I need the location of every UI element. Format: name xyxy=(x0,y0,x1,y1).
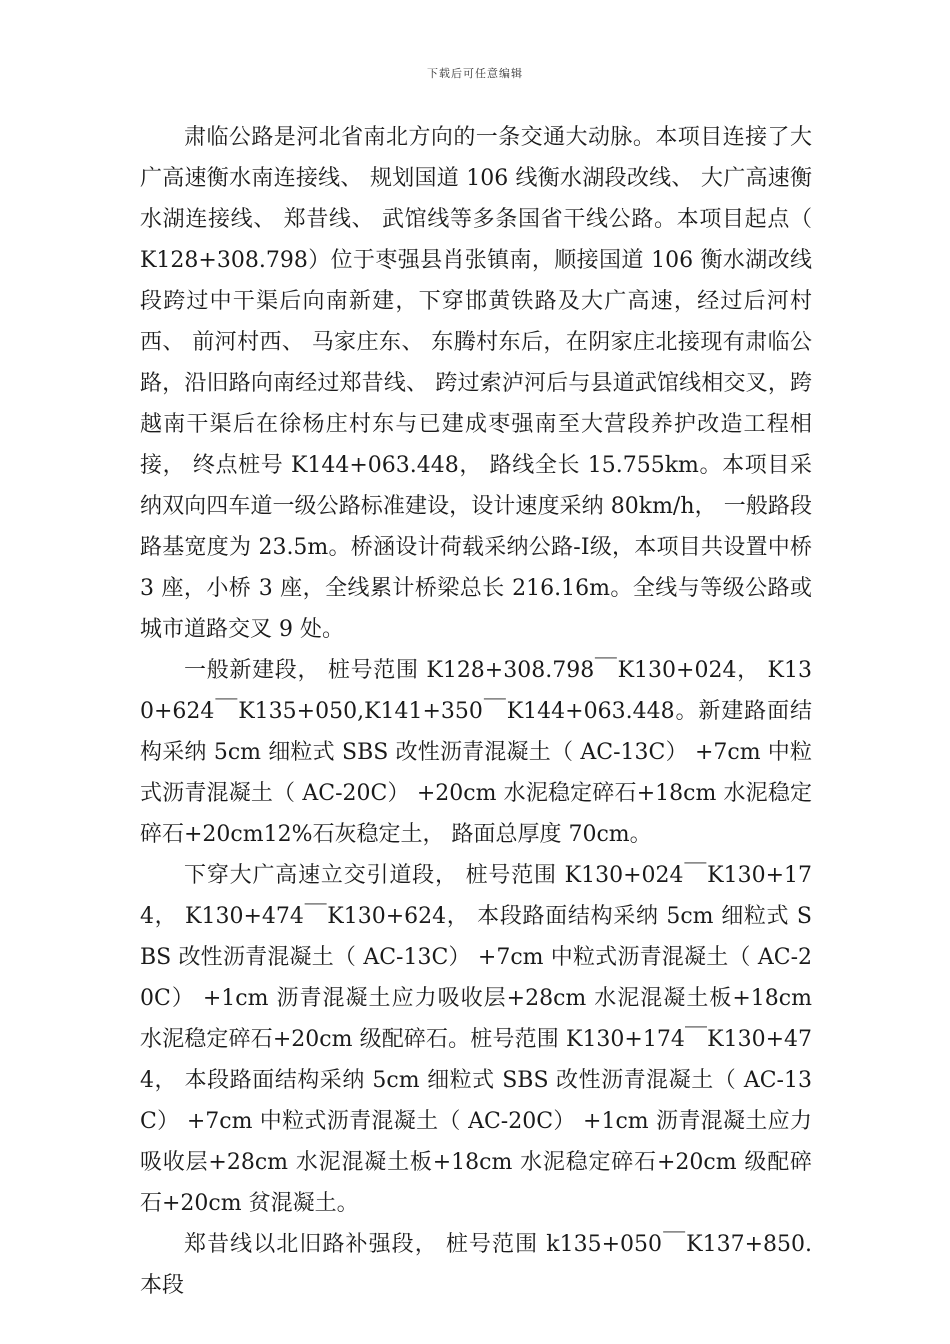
paragraph-project-overview: 肃临公路是河北省南北方向的一条交通大动脉。本项目连接了大广高速衡水南连接线、 规划国道 106 线衡水湖段改线、 大广高速衡水湖连接线、 郑昔线、 武馆线等多条国省干线公路。本项目起点（ K128+308.798）位于枣强县肖张镇南，顺接国道 106 衡水湖改线段跨过中干渠后向南新建，下穿邯黄铁路及大广高速，经过后河村西、 前河村西、 马家庄东、 东腾村东后，在阴家庄北接现有肃临公路，沿旧路向南经过郑昔线、 跨过索泸河后与县道武馆线相交叉，跨越南干渠后在徐杨庄村东与已建成枣强南至大营段养护改造工程相接， 终点桩号 K144+063.448， 路线全长 15.755km。本项目采纳双向四车道一级公路标准建设，设计速度采纳 80km/h， 一般路段路基宽度为 23.5m。桥涵设计荷载采纳公路-Ⅰ级，本项目共设置中桥 3 座，小桥 3 座，全线累计桥梁总长 216.16m。全线与等级公路或城市道路交叉 9 处。 xyxy=(140,125,812,642)
paragraph-general-new-section: 一般新建段， 桩号范围 K128+308.798￣K130+024， K130+624￣K135+050,K141+350￣K144+063.448。新建路面结构采纳 5cm 细粒式 SBS 改性沥青混凝土（ AC-13C） +7cm 中粒式沥青混凝土（ AC-20C） +20cm 水泥稳定碎石+18cm 水泥稳定碎石+20cm12%石灰稳定土， 路面总厚度 70cm。 xyxy=(140,658,812,847)
paragraph-underpass-approach-section: 下穿大广高速立交引道段， 桩号范围 K130+024￣K130+174， K130+474￣K130+624， 本段路面结构采纳 5cm 细粒式 SBS 改性沥青混凝土（ AC-13C） +7cm 中粒式沥青混凝土（ AC-20C） +1cm 沥青混凝土应力吸收层+28cm 水泥混凝土板+18cm 水泥稳定碎石+20cm 级配碎石。桩号范围 K130+174￣K130+474， 本段路面结构采纳 5cm 细粒式 SBS 改性沥青混凝土（ AC-13C） +7cm 中粒式沥青混凝土（ AC-20C） +1cm 沥青混凝土应力吸收层+28cm 水泥混凝土板+18cm 水泥稳定碎石+20cm 级配碎石+20cm 贫混凝土。 xyxy=(140,863,812,1216)
paragraph-old-road-reinforcement: 郑昔线以北旧路补强段， 桩号范围 k135+050￣K137+850. 本段 xyxy=(140,1232,812,1298)
page-header-note: 下载后可任意编辑 xyxy=(427,67,523,80)
document-body xyxy=(140,117,812,1306)
